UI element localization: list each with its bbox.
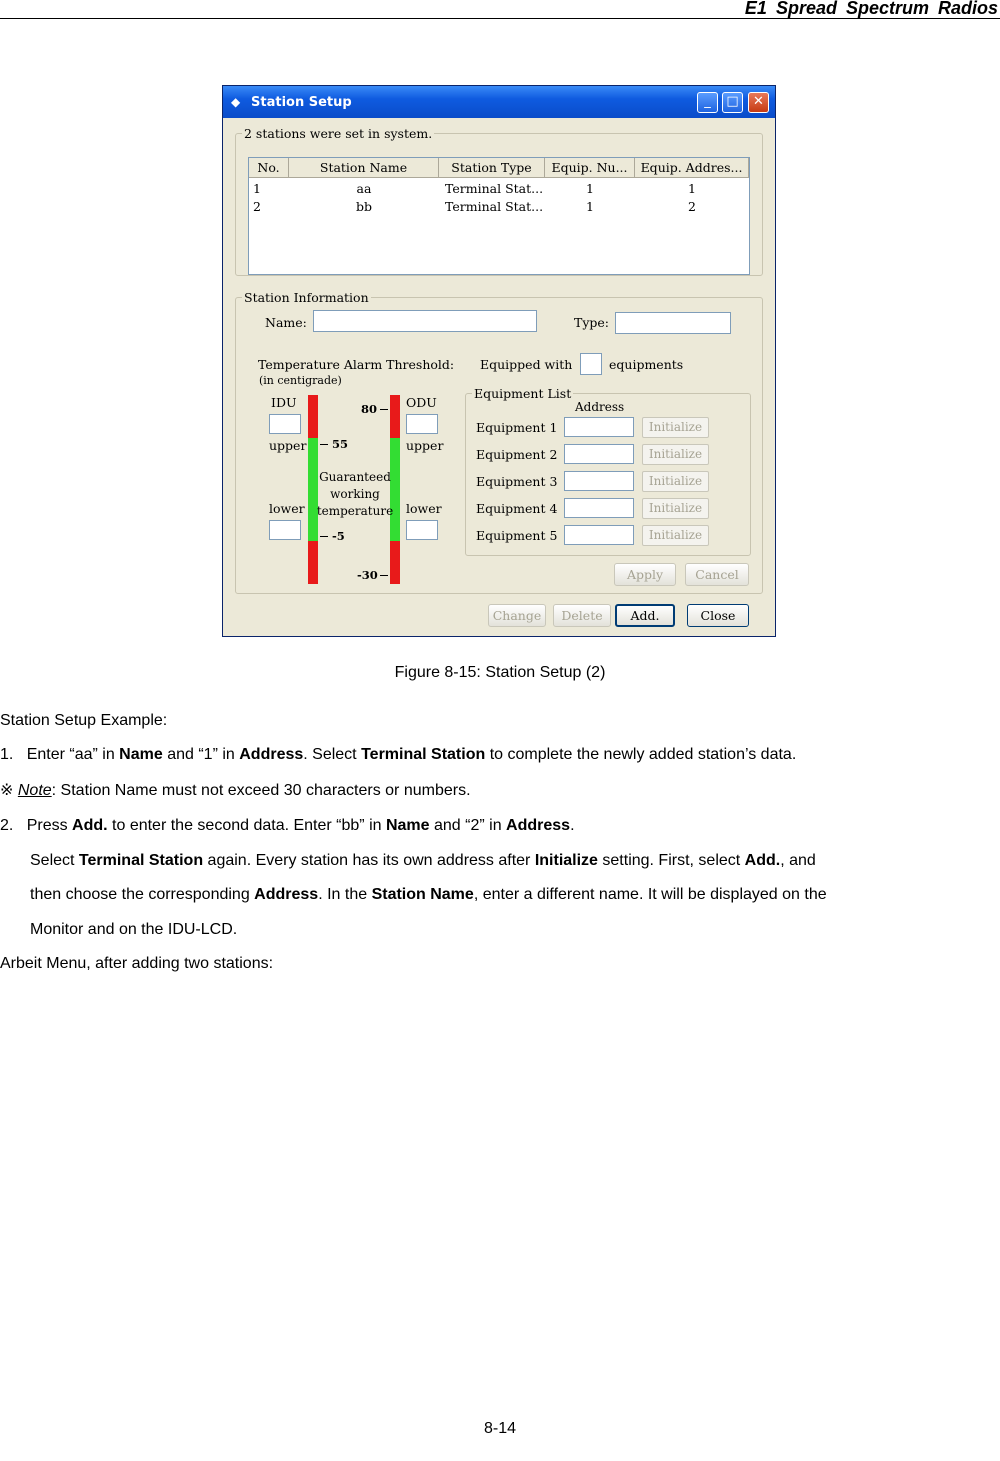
idu-label: IDU <box>271 395 297 410</box>
odu-lower-input[interactable] <box>406 520 438 540</box>
delete-button[interactable]: Delete <box>553 604 611 627</box>
equipment-address-input[interactable] <box>564 525 634 545</box>
initialize-button[interactable]: Initialize <box>642 471 709 492</box>
close-button[interactable]: Close <box>687 604 749 627</box>
equipment-label: Equipment 3 <box>476 474 558 489</box>
stations-list[interactable] <box>248 157 750 275</box>
page-header <box>0 0 1000 19</box>
initialize-button[interactable]: Initialize <box>642 417 709 438</box>
equipment-label: Equipment 4 <box>476 501 558 516</box>
equipment-label: Equipment 1 <box>476 420 558 435</box>
alarm-high-segment <box>308 395 318 438</box>
type-select[interactable] <box>615 312 731 334</box>
close-window-button[interactable]: ✕ <box>748 92 769 113</box>
station-setup-window <box>222 85 776 637</box>
col-no[interactable]: No. <box>249 158 289 178</box>
window-title: Station Setup <box>251 95 352 110</box>
idu-lower-input[interactable] <box>269 520 301 540</box>
odu-upper-label: upper <box>406 438 444 453</box>
alarm-high-segment <box>390 395 400 438</box>
row2-equip-number: 1 <box>586 199 594 214</box>
row2-equip-address: 2 <box>688 199 696 214</box>
equipped-count-input[interactable] <box>580 353 602 375</box>
apply-button[interactable]: Apply <box>614 563 676 586</box>
name-input[interactable] <box>313 310 537 332</box>
note-line: ※ Note: Station Name must not exceed 30 characters or numbers. <box>0 782 471 799</box>
add-button[interactable]: Add. <box>615 604 675 627</box>
temp-threshold-label: Temperature Alarm Threshold: <box>258 357 455 372</box>
idu-upper-input[interactable] <box>269 414 301 434</box>
min-tick-right <box>380 575 388 576</box>
name-label: Name: <box>265 315 307 330</box>
initialize-button[interactable]: Initialize <box>642 444 709 465</box>
row2-no: 2 <box>253 199 261 214</box>
address-header: Address <box>575 400 625 414</box>
maximize-button[interactable]: □ <box>722 92 743 113</box>
equipment-address-input[interactable] <box>564 471 634 491</box>
col-equip-number[interactable]: Equip. Nu... <box>545 158 635 178</box>
equipment-label: Equipment 2 <box>476 447 558 462</box>
initialize-button[interactable]: Initialize <box>642 498 709 519</box>
figure-caption: Figure 8-15: Station Setup (2) <box>394 664 606 681</box>
odu-label: ODU <box>406 395 437 410</box>
odu-upper-input[interactable] <box>406 414 438 434</box>
app-icon: ◆ <box>231 95 241 109</box>
station-info-legend: Station Information <box>244 290 369 305</box>
equipment-list-legend: Equipment List <box>474 386 572 401</box>
step-1: 1. Enter “aa” in Name and “1” in Address. Select Terminal Station to complete the newly added station’s data. <box>0 746 797 763</box>
change-button[interactable]: Change <box>488 604 546 627</box>
step-2-line-4: Monitor and on the IDU-LCD. <box>30 921 238 938</box>
step-2-line-3: then choose the corresponding Address. In the Station Name, enter a different name. It will be displayed on the <box>30 886 827 903</box>
col-station-type[interactable]: Station Type <box>439 158 545 178</box>
guaranteed-line3: temperature <box>316 504 394 518</box>
guaranteed-line1: Guaranteed <box>319 470 391 484</box>
type-label: Type: <box>574 315 610 330</box>
row1-no: 1 <box>253 181 261 196</box>
alarm-low-segment <box>390 541 400 584</box>
idu-upper-label: upper <box>269 438 307 453</box>
equipment-address-input[interactable] <box>564 498 634 518</box>
stations-group <box>235 126 763 276</box>
row2-name: bb <box>355 199 372 214</box>
equipment-address-input[interactable] <box>564 444 634 464</box>
stations-group-legend: 2 stations were set in system. <box>244 126 433 141</box>
step-2: 2. Press Add. to enter the second data. Enter “bb” in Name and “2” in Address. <box>0 817 575 834</box>
scale-max-label: 80 <box>361 402 378 416</box>
odu-lower-label: lower <box>406 501 442 516</box>
row2-type: Terminal Stat... <box>445 199 544 214</box>
scale-min-label: -30 <box>357 568 378 582</box>
idu-lower-label: lower <box>269 501 305 516</box>
equipment-label: Equipment 5 <box>476 528 558 543</box>
closing-text: Arbeit Menu, after adding two stations: <box>0 955 274 972</box>
header-title: E1 Spread Spectrum Radios <box>744 0 998 18</box>
row1-name: aa <box>356 181 372 196</box>
alarm-low-segment <box>308 541 318 584</box>
row1-type: Terminal Stat... <box>445 181 544 196</box>
col-equip-address[interactable]: Equip. Addres... <box>635 158 749 178</box>
guaranteed-line2: working <box>330 487 380 501</box>
lower-tick-left <box>320 536 328 537</box>
minimize-button[interactable]: _ <box>697 92 718 113</box>
row1-equip-address: 1 <box>688 181 696 196</box>
note-word: Note <box>17 782 52 799</box>
max-tick-right <box>380 409 388 410</box>
row1-equip-number: 1 <box>586 181 594 196</box>
equipments-label: equipments <box>609 357 684 372</box>
scale-upper-label: 55 <box>332 437 349 451</box>
initialize-button[interactable]: Initialize <box>642 525 709 546</box>
equipped-with-label: Equipped with <box>480 357 573 372</box>
intro-text: Station Setup Example: <box>0 712 168 729</box>
page-number: 8-14 <box>483 1420 517 1437</box>
col-station-name[interactable]: Station Name <box>289 158 439 178</box>
title-bar[interactable] <box>223 86 775 118</box>
upper-tick-left <box>320 444 328 445</box>
scale-lower-label: -5 <box>332 529 345 543</box>
equipment-address-input[interactable] <box>564 417 634 437</box>
step-2-line-2: Select Terminal Station again. Every station has its own address after Initialize setting. First, select Add., and <box>30 852 816 869</box>
note-mark: ※ <box>0 782 14 799</box>
temp-unit-label: (in centigrade) <box>259 374 342 387</box>
cancel-button[interactable]: Cancel <box>685 563 749 586</box>
